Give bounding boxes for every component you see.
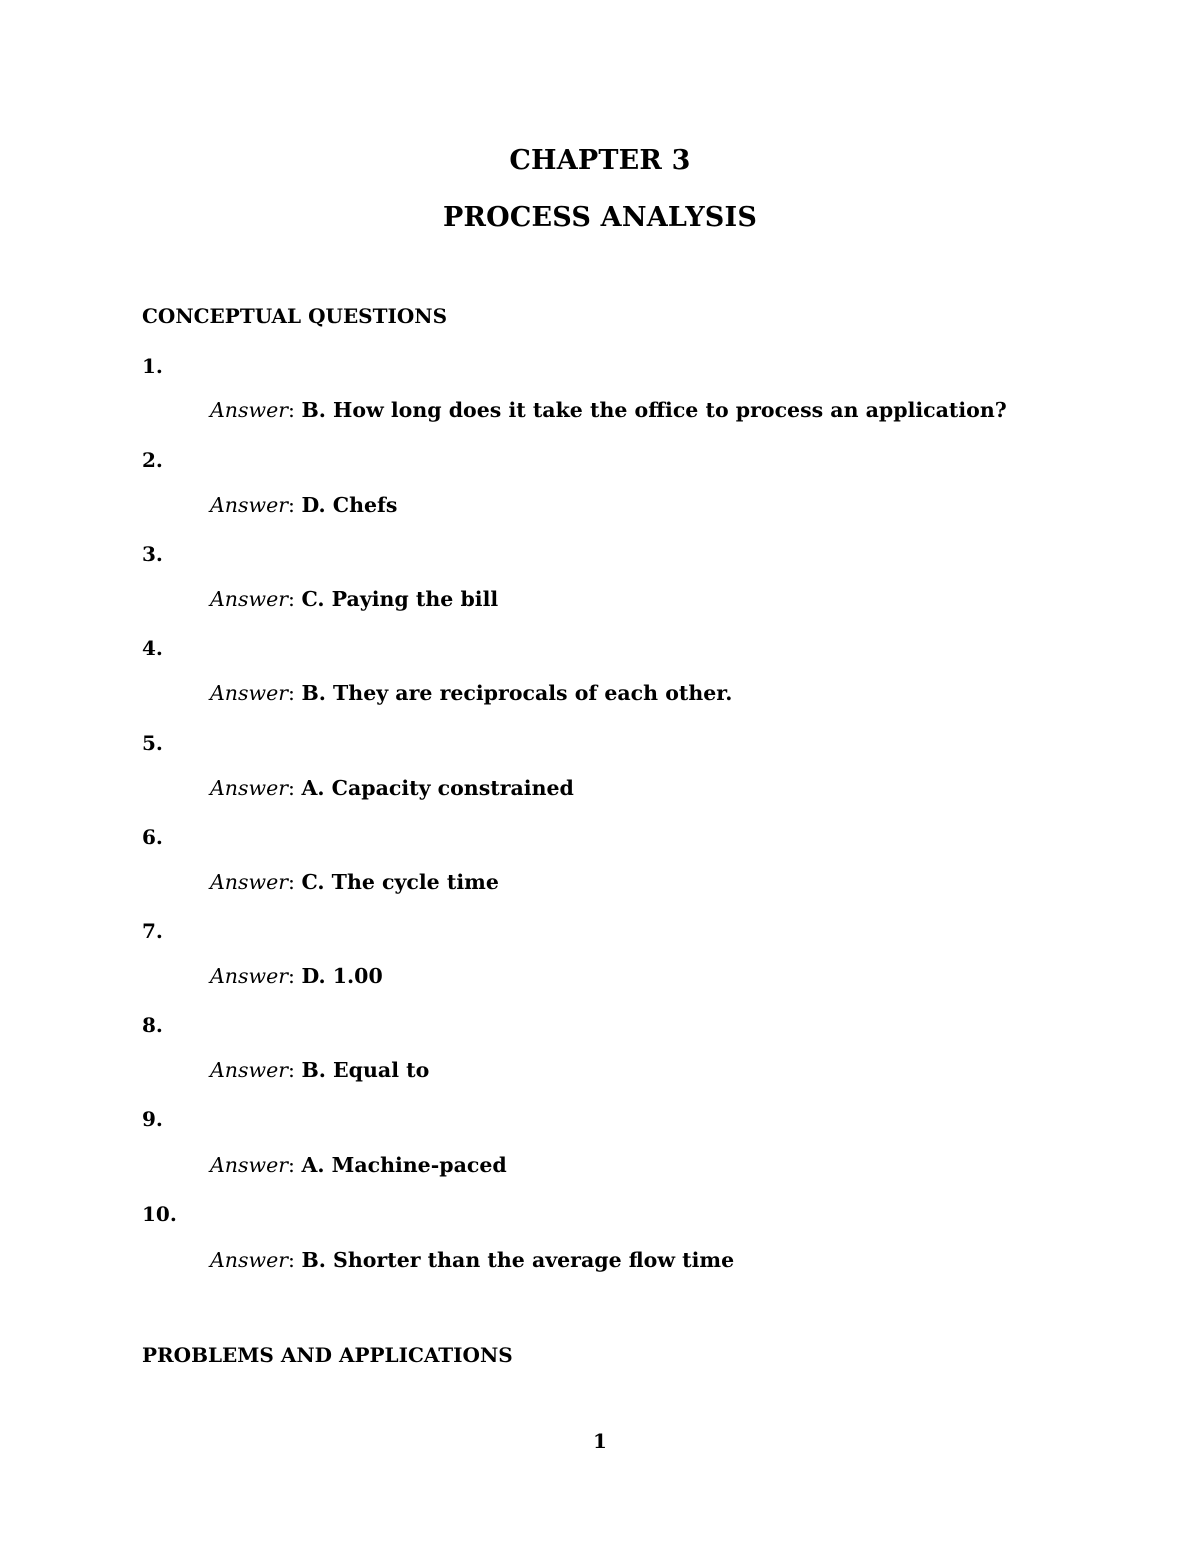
question-number: 2. (142, 448, 163, 472)
question-number: 4. (142, 636, 163, 660)
answer-line: Answer: A. Capacity constrained (210, 776, 574, 800)
answer-line: Answer: B. Shorter than the average flow time (210, 1248, 735, 1272)
answer-label: Answer (210, 964, 289, 988)
section-heading-conceptual-questions: CONCEPTUAL QUESTIONS (142, 304, 448, 328)
question-number: 7. (142, 919, 163, 943)
question-number: 9. (142, 1107, 163, 1131)
answer-text: C. Paying the bill (301, 587, 499, 611)
answer-text: A. Capacity constrained (301, 776, 574, 800)
answer-text: B. How long does it take the office to process an application? (301, 398, 1007, 422)
answer-text: A. Machine-paced (301, 1153, 507, 1177)
answer-text: C. The cycle time (301, 870, 499, 894)
question-number: 3. (142, 542, 163, 566)
answer-text: B. Equal to (301, 1058, 430, 1082)
answer-line: Answer: B. They are reciprocals of each other. (210, 681, 733, 705)
chapter-heading: CHAPTER 3 (509, 145, 691, 176)
answer-label: Answer (210, 587, 289, 611)
answer-label: Answer (210, 398, 289, 422)
question-number: 5. (142, 731, 163, 755)
answer-line: Answer: B. Equal to (210, 1058, 430, 1082)
answer-line: Answer: C. The cycle time (210, 870, 499, 894)
answer-text: D. Chefs (301, 493, 398, 517)
answer-line: Answer: B. How long does it take the office to process an application? (210, 398, 1007, 422)
section-heading-problems-and-applications: PROBLEMS AND APPLICATIONS (142, 1343, 513, 1367)
answer-line: Answer: D. 1.00 (210, 964, 383, 988)
answer-label: Answer (210, 870, 289, 894)
answer-label: Answer (210, 681, 289, 705)
answer-label: Answer (210, 1058, 289, 1082)
answer-label: Answer (210, 1248, 289, 1272)
question-number: 10. (142, 1202, 177, 1226)
answer-line: Answer: D. Chefs (210, 493, 398, 517)
answer-text: B. Shorter than the average flow time (301, 1248, 735, 1272)
page-title: PROCESS ANALYSIS (442, 202, 758, 233)
answer-text: B. They are reciprocals of each other. (301, 681, 733, 705)
question-number: 1. (142, 354, 163, 378)
answer-label: Answer (210, 776, 289, 800)
page-number: 1 (593, 1429, 607, 1453)
question-number: 8. (142, 1013, 163, 1037)
answer-line: Answer: A. Machine-paced (210, 1153, 507, 1177)
answer-text: D. 1.00 (301, 964, 383, 988)
answer-line: Answer: C. Paying the bill (210, 587, 499, 611)
answer-label: Answer (210, 493, 289, 517)
answer-label: Answer (210, 1153, 289, 1177)
question-number: 6. (142, 825, 163, 849)
